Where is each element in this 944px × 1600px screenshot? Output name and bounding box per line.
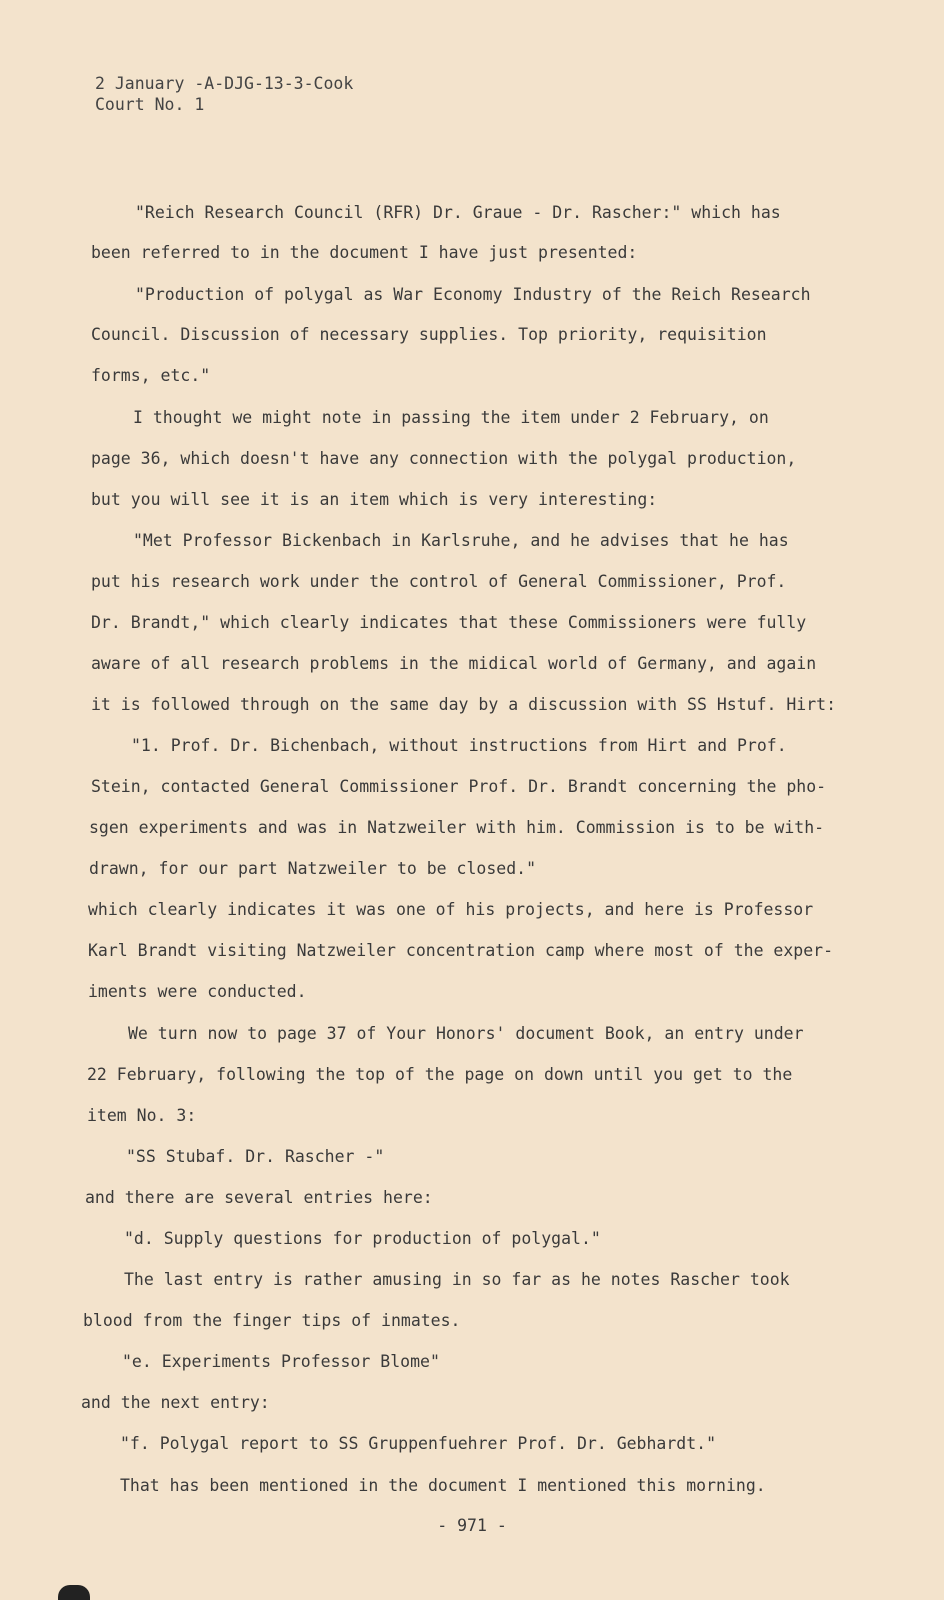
body-line: We turn now to page 37 of Your Honors' document Book, an entry under <box>128 1024 804 1043</box>
body-line: and there are several entries here: <box>85 1188 433 1207</box>
header-court: Court No. 1 <box>95 95 205 114</box>
body-line: and the next entry: <box>81 1393 270 1412</box>
body-line: iments were conducted. <box>88 982 307 1001</box>
page-number: - 971 - <box>437 1516 507 1535</box>
body-line: drawn, for our part Natzweiler to be closed." <box>89 859 537 878</box>
body-line: "d. Supply questions for production of polygal." <box>124 1229 601 1248</box>
body-line: "e. Experiments Professor Blome" <box>122 1352 440 1371</box>
body-line: "Met Professor Bickenbach in Karlsruhe, and he advises that he has <box>133 531 789 550</box>
body-line: "Reich Research Council (RFR) Dr. Graue - Dr. Rascher:" which has <box>135 203 781 222</box>
body-line: "1. Prof. Dr. Bichenbach, without instructions from Hirt and Prof. <box>131 736 787 755</box>
body-line: The last entry is rather amusing in so far as he notes Rascher took <box>124 1270 790 1289</box>
body-line: 22 February, following the top of the page on down until you get to the <box>87 1065 793 1084</box>
body-line: it is followed through on the same day by a discussion with SS Hstuf. Hirt: <box>91 695 837 714</box>
body-line: Karl Brandt visiting Natzweiler concentration camp where most of the exper- <box>88 941 834 960</box>
body-line: I thought we might note in passing the item under 2 February, on <box>133 408 769 427</box>
body-line: "Production of polygal as War Economy Industry of the Reich Research <box>135 285 811 304</box>
body-line: but you will see it is an item which is very interesting: <box>91 490 658 509</box>
body-line: That has been mentioned in the document I mentioned this morning. <box>120 1476 766 1495</box>
body-line: been referred to in the document I have just presented: <box>91 243 638 262</box>
body-line: page 36, which doesn't have any connection with the polygal production, <box>91 449 797 468</box>
body-line: Stein, contacted General Commissioner Prof. Dr. Brandt concerning the pho- <box>91 777 827 796</box>
body-line: Council. Discussion of necessary supplies. Top priority, requisition <box>91 325 767 344</box>
body-line: Dr. Brandt," which clearly indicates that these Commissioners were fully <box>91 613 807 632</box>
body-line: aware of all research problems in the midical world of Germany, and again <box>91 654 817 673</box>
body-line: blood from the finger tips of inmates. <box>83 1311 461 1330</box>
edge-mark <box>58 1585 90 1600</box>
body-line: "SS Stubaf. Dr. Rascher -" <box>126 1147 385 1166</box>
body-line: put his research work under the control of General Commissioner, Prof. <box>91 572 787 591</box>
body-line: forms, etc." <box>91 366 211 385</box>
body-line: "f. Polygal report to SS Gruppenfuehrer Prof. Dr. Gebhardt." <box>120 1434 717 1453</box>
header-reference: 2 January -A-DJG-13-3-Cook <box>95 74 354 93</box>
body-line: sgen experiments and was in Natzweiler with him. Commission is to be with- <box>89 818 825 837</box>
body-line: which clearly indicates it was one of his projects, and here is Professor <box>88 900 814 919</box>
body-line: item No. 3: <box>87 1106 197 1125</box>
